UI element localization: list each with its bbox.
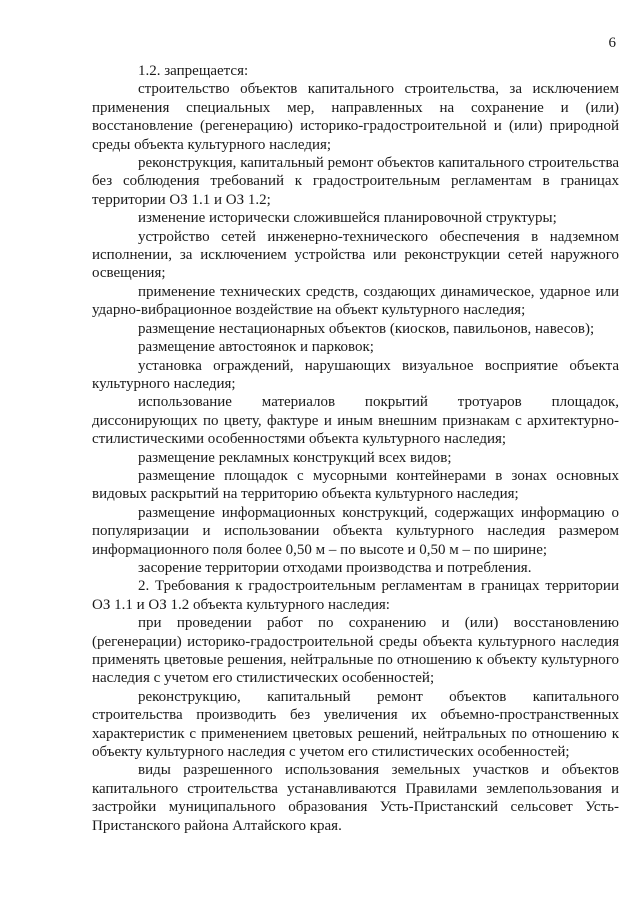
paragraph: засорение территории отходами производства и потребления. [138,559,532,576]
document-body [92,62,619,835]
paragraph: установка ограждений, нарушающих визуальное восприятие объекта культурного наследия; [92,357,619,392]
paragraph: устройство сетей инженерно-технического обеспечения в надземном исполнении, за исключением устройства или реконструкции сетей наружного освещения; [92,228,619,282]
paragraph: виды разрешенного использования земельных участков и объектов капитального строительства устанавливаются Правилами землепользования и застройки муниципального образования Усть-Пристанский сельсовет Усть-Пристанского района Алтайского края. [92,762,619,834]
paragraph: реконструкцию, капитальный ремонт объектов капитального строительства производить без увеличения их объемно-пространственных характеристик с применением цветовых решений, нейтральных по отношению к объекту культурного наследия с учетом его стилистических особенностей; [92,688,619,761]
paragraph: размещение информационных конструкций, содержащих информацию о популяризации и использовании объекта культурного наследия размером информационного поля более 0,50 м – по высоте и 0,50 м – по ширине; [92,504,619,558]
paragraph: применение технических средств, создающих динамическое, ударное или ударно-вибрационное воздействие на объект культурного наследия; [92,283,619,319]
paragraph: использование материалов покрытий тротуаров площадок, диссонирующих по цвету, фактуре и иным внешним признакам с архитектурно-стилистическими особенностями объекта культурного наследия; [92,394,619,448]
paragraph: размещение рекламных конструкций всех видов; [138,449,452,466]
paragraph: при проведении работ по сохранению и (или) восстановлению (регенерации) историко-градостроительной среды объекта культурного наследия применять цветовые решения, нейтральные по отношению к объекту культурного наследия с учетом его стилистических особенностей; [92,615,619,687]
paragraph-prohibited-heading: 1.2. запрещается: [138,63,249,79]
paragraph: строительство объектов капитального строительства, за исключением применения специальных мер, направленных на сохранение и (или) восстановление (регенерацию) историко-градостроительной и (или) природной среды объекта культурного наследия; [92,81,619,153]
paragraph-requirements-heading: 2. Требования к градостроительным регламентам в границах территории ОЗ 1.1 и ОЗ 1.2 объекта культурного наследия: [92,578,619,613]
paragraph: размещение площадок с мусорными контейнерами в зонах основных видовых раскрытий на территорию объекта культурного наследия; [92,467,619,503]
paragraph: изменение исторически сложившейся планировочной структуры; [138,210,557,227]
paragraph: размещение автостоянок и парковок; [138,339,374,356]
paragraph: размещение нестационарных объектов (киосков, павильонов, навесов); [138,320,595,337]
paragraph: реконструкция, капитальный ремонт объектов капитального строительства без соблюдения требований к градостроительным регламентам в границах территории ОЗ 1.1 и ОЗ 1.2; [92,155,619,208]
page-number: 6 [608,35,616,51]
